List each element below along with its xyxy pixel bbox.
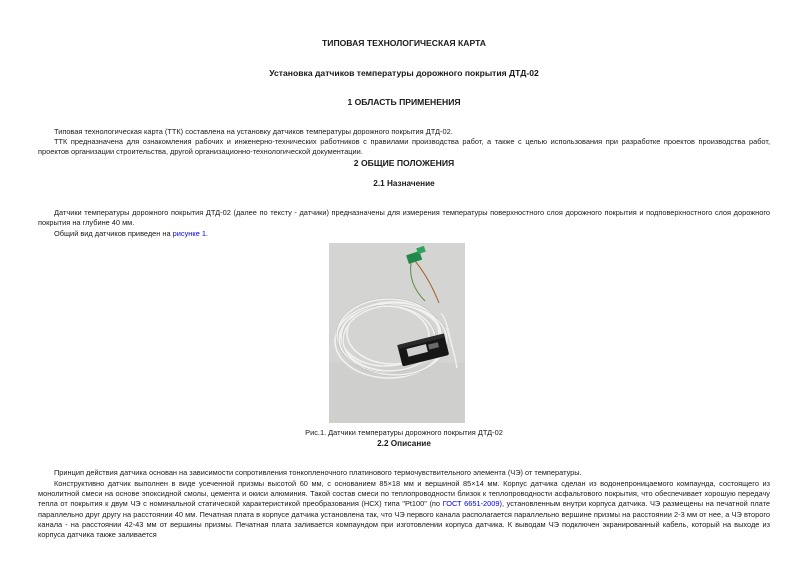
figure-1-link[interactable]: рисунке 1 [172,229,206,238]
section-2-1-paragraph-2: Общий вид датчиков приведен на рисунке 1. [54,229,209,238]
sensor-photo [329,243,465,423]
section-2-2-paragraph-1: Принцип действия датчика основан на зависимости сопротивления тонкопленочного платинового термочувствительного элемента (ЧЭ) от температуры. [54,468,582,477]
subsection-2-2-heading: 2.2 Описание [377,439,431,448]
section-1-paragraph-2: ТТК предназначена для ознакомления рабочих и инженерно-технических работников с правилами производства работ, а также с целью использования при разработке проектов производства работ, проектов организации строительства, другой организационно-технологической документации. [38,137,770,157]
section-2-2-paragraph-2: Конструктивно датчик выполнен в виде усеченной призмы высотой 60 мм, с основанием 85×18 мм и вершиной 85×14 мм. Корпус датчика сделан из водонепроницаемого компаунда, состоящего из монолитной смеси на основе эпоксидной смолы, цемента и окиси алюминия. Такой состав смеси по теплопроводности близок к теплопроводности асфальтового покрытия, что обеспечивает хорошую передачу тепла от покрытия к двум ЧЭ с номинальной статической характеристикой преобразования (НСХ) типа "Pt100" (по ГОСТ 6651-2009), установленным внутри корпуса датчика. ЧЭ размещены на печатной плате параллельно друг другу на расстоянии 40 мм. Печатная плата в корпусе датчика установлена так, что ЧЭ первого канала располагается параллельно вершине призмы на расстоянии 2-3 мм от нее, а ЧЭ второго канала - на расстоянии 42-43 мм от вершины призмы. Печатная плата заливается компаундом при изготовлении корпуса датчика. К выводам ЧЭ подключен экранированный кабель, который на выходе из корпуса датчика также заливается [38,479,771,540]
document-subtitle: Установка датчиков температуры дорожного покрытия ДТД-02 [269,68,539,78]
section-2-1-paragraph-1: Датчики температуры дорожного покрытия ДТД-02 (далее по тексту - датчики) предназначены для измерения температуры поверхностного слоя дорожного покрытия и подповерхностного слоя дорожного покрытия на глубине 40 мм. [38,208,770,228]
section-1-paragraph-1: Типовая технологическая карта (ТТК) составлена на установку датчиков температуры дорожного покрытия ДТД-02. [54,127,453,136]
gost-link[interactable]: ГОСТ 6651-2009 [442,499,500,509]
document-title: ТИПОВАЯ ТЕХНОЛОГИЧЕСКАЯ КАРТА [322,38,486,48]
section-2-heading: 2 ОБЩИЕ ПОЛОЖЕНИЯ [353,158,455,168]
figure-1-caption: Рис.1. Датчики температуры дорожного покрытия ДТД-02 [305,428,503,437]
cable-coil-image [329,243,465,423]
section-1-heading: 1 ОБЛАСТЬ ПРИМЕНЕНИЯ [347,97,461,107]
subsection-2-1-heading: 2.1 Назначение [373,179,435,188]
